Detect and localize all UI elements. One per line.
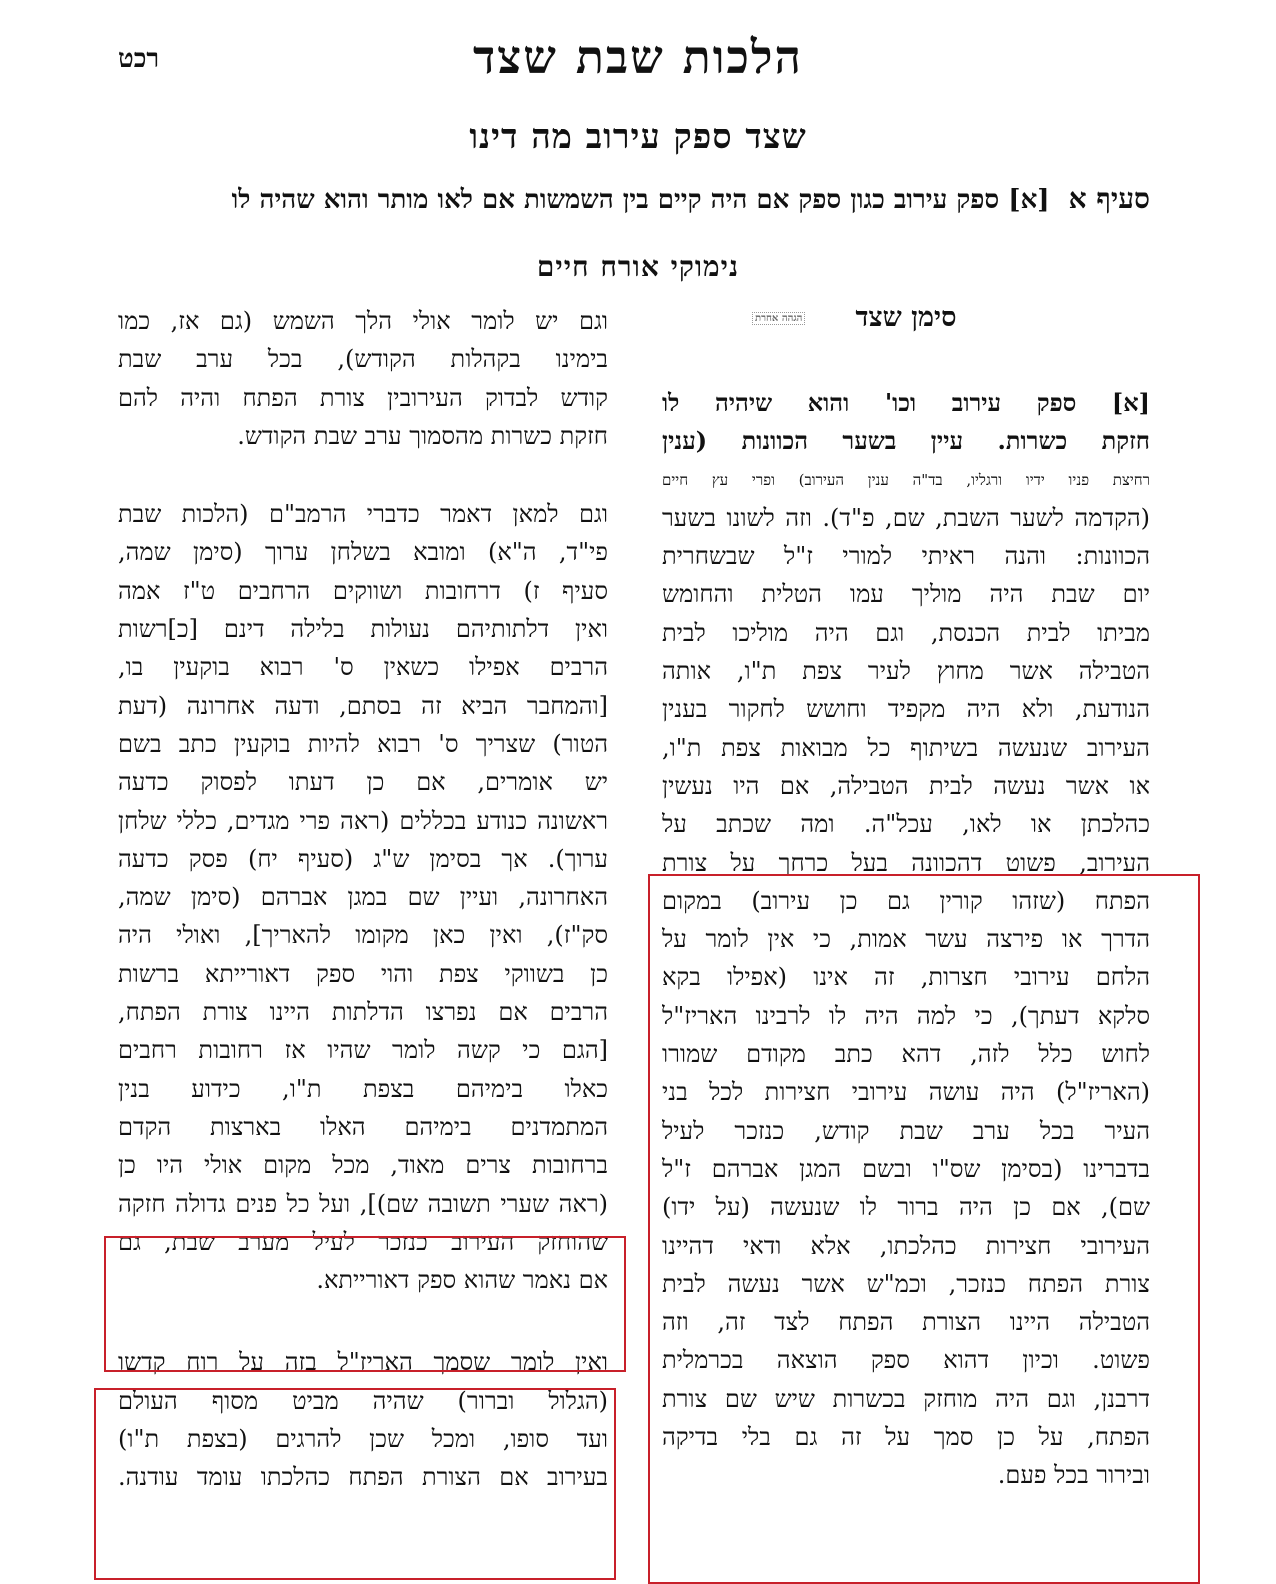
text-line: כן בשווקי צפת והוי ספק דאורייתא ברשות: [118, 959, 608, 988]
text-line: העיר בכל ערב שבת קודש, כנזכר לעיל: [662, 1116, 1150, 1145]
text-line: סלקא דעתך), כי למה היה לו לרבינו האריז"ל: [662, 1001, 1150, 1030]
text-line: וגם יש לומר אולי הלך השמש (גם אז, כמו: [118, 307, 608, 335]
text-line: (ראה שערי תשובה שם)], ועל כל פנים גדולה חזקה: [118, 1189, 608, 1218]
text-line: המתמדנים בימיהם האלו בארצות הקדם: [118, 1112, 608, 1141]
text-line: העירובי חצירות כהלכתו, אלא ודאי דהיינו: [662, 1231, 1150, 1260]
text-line: (הגלול וברור) שהיה מביט מסוף העולם: [118, 1386, 608, 1415]
text-line: ערוך). אך בסימן ש"ג (סעיף יח) פסק כדעה: [118, 844, 608, 873]
text-line: סעיף ז) דרחובות ושווקים הרחבים ט"ז אמה: [118, 576, 608, 605]
text-line: (האריז"ל) היה עושה עירובי חצירות לכל בני: [662, 1078, 1150, 1107]
page-number: רכט: [118, 44, 160, 74]
text-line: בימינו בקהלות הקודש), בכל ערב שבת: [118, 345, 608, 374]
text-line: יום שבת היה מוליך עמו הטלית והחומש: [662, 580, 1150, 609]
spacer: [662, 342, 1150, 384]
seif-text: [א] ספק עירוב כגון ספק אם היה קיים בין השמשות אם לאו מותר והוא שהיה לו: [231, 185, 1050, 215]
text-line: כאלו בימיהם בצפת ת"ו, כידוע בנין: [118, 1074, 608, 1103]
text-line: שהוחזק העירוב כנזכר לעיל מערב שבת, גם: [118, 1227, 608, 1256]
seif-label: סעיף א: [1068, 182, 1150, 215]
text-line: צורת הפתח כנזכר, וכמ"ש אשר נעשה לבית: [662, 1269, 1150, 1298]
text-line: בעירוב אם הצורת הפתח כהלכתו עומד עודנה.: [118, 1463, 608, 1492]
text-line: הטבילה אשר מחוץ לעיר צפת ת"ו, אותה: [662, 657, 1150, 686]
text-line: הנודעת, ולא היה מקפיד וחושש לחקור בענין: [662, 695, 1150, 724]
text-line: מביתו לבית הכנסת, וגם היה מוליכו לבית: [662, 618, 1150, 647]
stamp: הגהה אחרת: [752, 312, 805, 325]
text-line: הטור) שצריך ס' רבוא להיות בוקעין כתב בשם: [118, 729, 608, 758]
seif-line: [118, 182, 1150, 216]
text-line: הדרך או פירצה עשר אמות, כי אין לומר על: [662, 925, 1150, 954]
text-line: פי"ד, ה"א) ומובא בשלחן ערוך (סימן שמה,: [118, 538, 608, 567]
text-line: וגם למאן דאמר כדברי הרמב"ם (הלכות שבת: [118, 500, 608, 529]
text-line: (הקדמה לשער השבת, שם, פ"ד). וזה לשונו בשער: [662, 503, 1150, 532]
text-line: הרבים אפילו כשאין ס' רבוא בוקעין בו,: [118, 653, 608, 682]
text-line: ובירור בכל פעם.: [997, 1461, 1150, 1490]
text-line: ואין לומר שסמך האריז"ל בזה על רוח קדשו: [118, 1348, 608, 1377]
text-line: הפתח, על כן סמך על זה גם בלי בדיקה: [662, 1423, 1150, 1452]
text-line: הכוונות: והנה ראיתי למורי ז"ל שבשחרית: [662, 542, 1150, 571]
text-line: האחרונה, ועיין שם במגן אברהם (סימן שמה,: [118, 883, 608, 912]
siman-title: סימן שצד: [855, 302, 957, 333]
section-title: שצד ספק עירוב מה דינו: [469, 117, 807, 157]
text-line: לחוש כלל לזה, דהא כתב מקודם שמורו: [662, 1040, 1150, 1069]
text-line: [הגם כי קשה לומר שהיו אז רחובות רחבים: [118, 1036, 608, 1065]
commentary-title: נימוקי אורח חיים: [536, 250, 740, 283]
text-line: [והמחבר הביא זה בסתם, ודעה אחרונה (דעת: [118, 691, 608, 720]
running-title: הלכות שבת שצד: [473, 30, 803, 84]
text-line: רחיצת פניו ידיו ורגליו, בד"ה ענין העירוב) ופרי עץ חיים: [662, 470, 1150, 489]
text-line: ועד סופו, ומכל שכן להרגים (בצפת ת"ו): [118, 1425, 608, 1454]
text-line: אם נאמר שהוא ספק דאורייתא.: [316, 1266, 608, 1295]
siman-header: [662, 302, 1150, 342]
text-line: שם), אם כן היה ברור לו שנעשה (על ידו): [662, 1193, 1150, 1222]
text-line: העירוב, פשוט דהכוונה בעל כרחך על צורת: [662, 848, 1150, 877]
text-line: פשוט. וכיון דהוא ספק הוצאה בכרמלית: [662, 1346, 1150, 1375]
text-line: דרבנן, וגם היה מוחזק בכשרות שיש שם צורת: [662, 1384, 1150, 1413]
text-line: סק"ז), ואין כאן מקומו להאריך], ואולי היה: [118, 921, 608, 950]
text-line: כהלכתן או לאו, עכל"ה. ומה שכתב על: [662, 810, 1150, 839]
text-line: הפתח (שזהו קורין גם כן עירוב) במקום: [662, 886, 1150, 915]
text-line: הרבים אם נפרצו הדלתות היינו צורת הפתח,: [118, 998, 608, 1027]
text-line: חזקת כשרות. עיין בשער הכוונות (ענין: [662, 426, 1150, 456]
text-line: קודש לבדוק העירובין צורת הפתח והיה להם: [118, 383, 608, 412]
text-line: יש אומרים, אם כן דעתו לפסוק כדעה: [118, 768, 608, 797]
text-line: [א] ספק עירוב וכו' והוא שיהיה לו: [662, 388, 1150, 417]
text-line: חזקת כשרות מהסמוך ערב שבת הקודש.: [237, 421, 608, 450]
left-column: [118, 302, 608, 1497]
right-column: [662, 302, 1150, 1495]
text-line: בדברינו (בסימן שס"ו ובשם המגן אברהם ז"ל: [662, 1154, 1150, 1183]
text-line: ואין דלתותיהם נעולות בלילה דינם [כ]רשות: [118, 615, 608, 644]
text-line: הטבילה היינו הצורת הפתח לצד זה, וזה: [662, 1308, 1150, 1337]
text-line: ראשונה כנודע בכללים (ראה פרי מגדים, כללי שלחן: [118, 806, 608, 835]
spacer: [118, 1299, 608, 1343]
text-line: ברחובות צרים מאוד, מכל מקום אולי היו כן: [118, 1151, 608, 1180]
text-line: או אשר נעשה לבית הטבילה, אם היו נעשין: [662, 771, 1150, 800]
text-line: העירוב שנעשה בשיתוף כל מבואות צפת ת"ו,: [662, 733, 1150, 762]
spacer: [118, 455, 608, 495]
text-line: הלחם עירובי חצרות, זה אינו (אפילו בקא: [662, 963, 1150, 992]
